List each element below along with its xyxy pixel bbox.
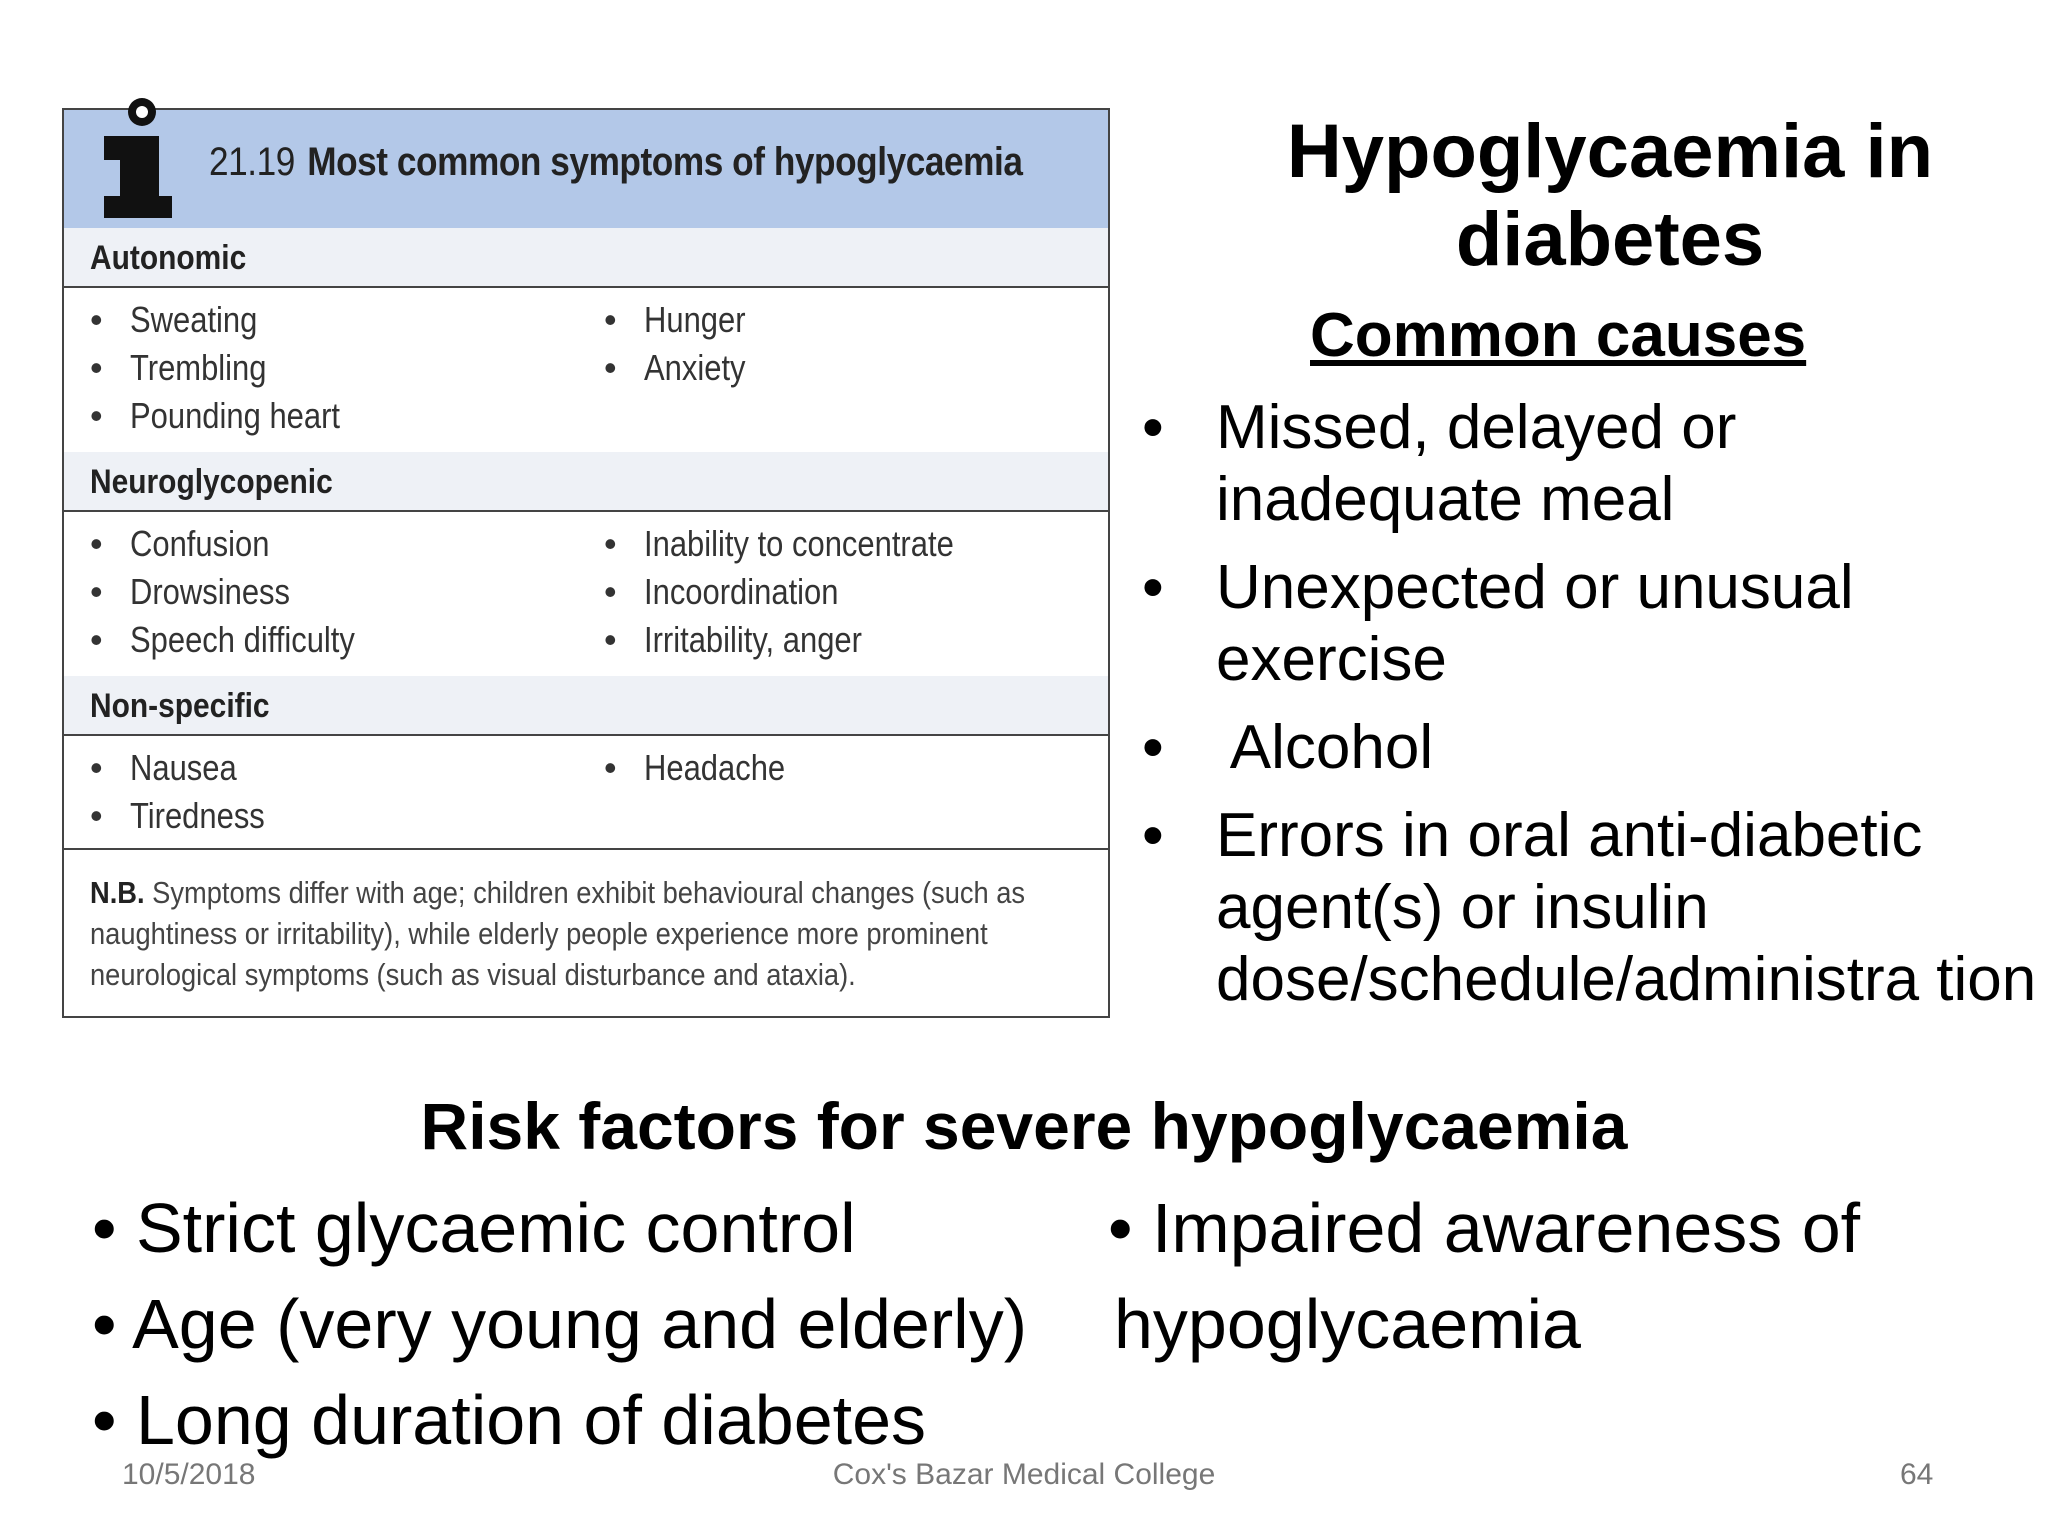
page-title: Hypoglycaemia in diabetes — [1286, 109, 1934, 282]
table-note — [64, 850, 1108, 1017]
table-caption — [209, 140, 1022, 185]
list-item-continuation: hypoglycaemia — [1114, 1285, 1581, 1363]
list-item: • Age (very young and elderly) — [92, 1285, 1028, 1363]
list-item: • Nausea — [90, 747, 237, 788]
list-item: • Alcohol — [1142, 713, 1434, 782]
list-item: • Speech difficulty — [90, 619, 355, 660]
section-body-neuroglycopenic — [64, 512, 1108, 676]
list-item: • Long duration of diabetes — [92, 1381, 927, 1459]
list-item: • Sweating — [90, 299, 258, 340]
causes-heading: Common causes — [1310, 301, 1807, 370]
causes-list — [1130, 392, 2040, 1032]
footer-college: Cox's Bazar Medical College — [832, 1458, 1216, 1491]
list-item: • Drowsiness — [90, 571, 291, 612]
list-item: • Pounding heart — [90, 395, 341, 436]
list-item: • Anxiety — [604, 347, 746, 388]
symptoms-table — [62, 108, 1110, 1018]
table-header — [64, 110, 1108, 228]
list-item: • Unexpected or unusual exercise — [1142, 553, 1854, 694]
list-item: • Strict glycaemic control — [92, 1189, 856, 1267]
note-text: Symptoms differ with age; children exhibit behavioural changes (such as naughtiness or irritability), while elderly people experience more prominent neurological symptoms (such as visual disturbance and ataxia). — [90, 875, 1026, 992]
table-number: 21.19 — [209, 140, 295, 184]
section-heading-non-specific: Non-specific — [64, 676, 1108, 736]
list-item: • Impaired awareness of — [1108, 1189, 1861, 1267]
note-label: N.B. — [90, 875, 145, 910]
table-title: Most common symptoms of hypoglycaemia — [307, 140, 1023, 184]
list-item: • Trembling — [90, 347, 267, 388]
section-heading-neuroglycopenic: Neuroglycopenic — [64, 452, 1108, 512]
info-icon — [64, 96, 184, 228]
list-item: • Hunger — [604, 299, 746, 340]
section-heading-autonomic: Autonomic — [64, 228, 1108, 288]
risk-list-right — [1108, 1180, 1860, 1372]
list-item: • Errors in oral anti-diabetic agent(s) or insulin dose/schedule/administra tion — [1142, 801, 2037, 1014]
risk-heading: Risk factors for severe hypoglycaemia — [420, 1089, 1628, 1163]
section-body-non-specific — [64, 736, 1108, 850]
list-item: • Tiredness — [90, 795, 265, 836]
list-item: • Missed, delayed or inadequate meal — [1142, 393, 1737, 534]
list-item: • Inability to concentrate — [604, 523, 954, 564]
list-item: • Confusion — [90, 523, 270, 564]
section-body-autonomic — [64, 288, 1108, 452]
list-item: • Irritability, anger — [604, 619, 862, 660]
list-item: • Incoordination — [604, 571, 839, 612]
risk-list-left — [92, 1180, 1027, 1468]
page-number: 64 — [1900, 1458, 1934, 1491]
footer-date: 10/5/2018 — [122, 1458, 256, 1491]
list-item: • Headache — [604, 747, 786, 788]
